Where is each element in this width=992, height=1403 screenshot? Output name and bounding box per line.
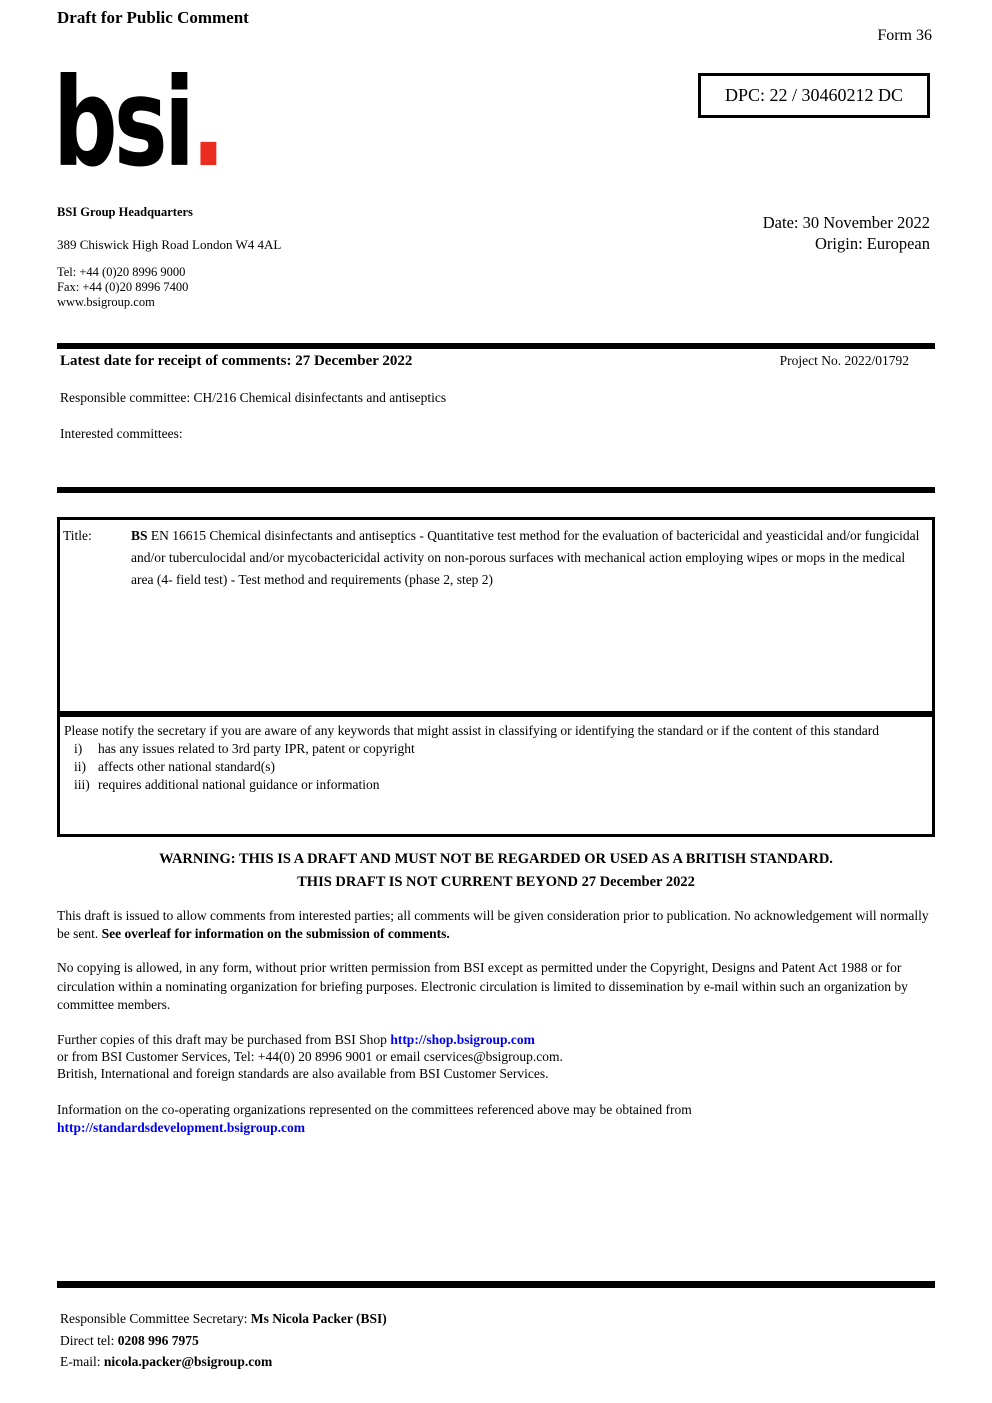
bsi-shop-link[interactable]: http://shop.bsigroup.com: [390, 1032, 535, 1047]
standard-title-text: BS EN 16615 Chemical disinfectants and antiseptics - Quantitative test method for the evaluation of bactericidal and yeasticidal and/or fungicidal and/or tuberculocidal and/or mycobactericidal activity on non-porous surfaces with mechanical action employing wipes or mops in the medical area (4- field test) - Test method and requirements (phase 2, step 2): [131, 528, 920, 587]
dpc-number: DPC: 22 / 30460212 DC: [724, 85, 904, 105]
secretary-line: Responsible Committee Secretary: Ms Nicola Packer (BSI): [60, 1311, 387, 1326]
hq-website: www.bsigroup.com: [57, 295, 155, 309]
project-number: Project No. 2022/01792: [779, 353, 909, 368]
bsi-logo-text: bsi: [53, 52, 192, 194]
draft-warning-line2: THIS DRAFT IS NOT CURRENT BEYOND 27 December 2022: [297, 874, 695, 890]
issue-date: Date: 30 November 2022: [762, 213, 930, 232]
bsi-logo: [53, 52, 226, 194]
keywords-notice-box: [57, 714, 935, 837]
bsi-logo-red-dot: .: [191, 52, 226, 194]
purchase-line: Further copies of this draft may be purchased from BSI Shop http://shop.bsigroup.com: [57, 1032, 535, 1047]
see-overleaf-note: See overleaf for information on the submission of comments.: [101, 925, 450, 941]
hq-contact-block: [57, 265, 188, 310]
origin: Origin: European: [814, 234, 930, 253]
draft-warning: [57, 848, 935, 894]
hq-fax: Fax: +44 (0)20 8996 7400: [57, 280, 189, 294]
divider-rule-bottom: [57, 1281, 935, 1288]
direct-tel-line: Direct tel: 0208 996 7975: [60, 1332, 199, 1348]
hq-heading: BSI Group Headquarters: [57, 205, 193, 219]
standard-designation: BS: [131, 528, 148, 543]
keywords-item: ii) affects other national standard(s): [74, 759, 276, 774]
latest-comments-date: Latest date for receipt of comments: 27 December 2022: [60, 353, 413, 369]
divider-rule-top: [57, 343, 935, 349]
customer-services-line: or from BSI Customer Services, Tel: +44(0) 20 8996 9001 or email cservices@bsigroup.com.: [57, 1049, 563, 1064]
cooperating-orgs-paragraph: [57, 1101, 941, 1136]
keywords-item: iii) requires additional national guidance or information: [74, 777, 380, 792]
secretary-email: nicola.packer@bsigroup.com: [103, 1354, 273, 1369]
dpc-number-box: [698, 73, 930, 118]
email-line: E-mail: nicola.packer@bsigroup.com: [60, 1354, 273, 1369]
hq-tel: Tel: +44 (0)20 8996 9000: [57, 265, 186, 279]
standards-development-link[interactable]: http://standardsdevelopment.bsigroup.com: [57, 1119, 306, 1135]
copyright-paragraph: No copying is allowed, in any form, without prior written permission from BSI except as permitted under the Copyright, Designs and Patent Act 1988 or for circulation within a nominating organization for briefing purposes. Electronic circulation is limited to dissemination by e-mail within such an organization by committee members.: [57, 960, 908, 1012]
title-label: Title:: [63, 528, 92, 543]
purchase-paragraph: [57, 1031, 941, 1082]
date-origin-block: [763, 212, 930, 254]
issue-paragraph: This draft is issued to allow comments from interested parties; all comments will be given consideration prior to publication. No acknowledgement will normally be sent. See overleaf for information on the submission of comments.: [57, 908, 929, 941]
interested-committees: Interested committees:: [60, 426, 183, 441]
keywords-item: i) has any issues related to 3rd party IPR, patent or copyright: [74, 741, 415, 756]
standard-title-box: [57, 517, 935, 714]
divider-rule-middle: [57, 487, 935, 493]
cooperating-orgs-line: Information on the co-operating organizations represented on the committees referenced above may be obtained from: [57, 1102, 692, 1117]
secretary-contact-block: [60, 1308, 387, 1373]
keywords-intro: Please notify the secretary if you are aware of any keywords that might assist in classifying or identifying the standard or if the content of this standard: [64, 723, 880, 738]
standards-availability-line: British, International and foreign standards are also available from BSI Customer Services.: [57, 1066, 549, 1081]
direct-tel-number: 0208 996 7975: [117, 1332, 199, 1348]
page-title: Draft for Public Comment: [57, 8, 249, 27]
responsible-committee: Responsible committee: CH/216 Chemical disinfectants and antiseptics: [60, 390, 447, 405]
secretary-name: Ms Nicola Packer (BSI): [250, 1311, 387, 1326]
draft-warning-line1: WARNING: THIS IS A DRAFT AND MUST NOT BE REGARDED OR USED AS A BRITISH STANDARD.: [159, 851, 833, 867]
comments-deadline-row: [57, 353, 935, 370]
hq-address: 389 Chiswick High Road London W4 4AL: [57, 237, 282, 252]
form-number: Form 36: [877, 27, 932, 44]
